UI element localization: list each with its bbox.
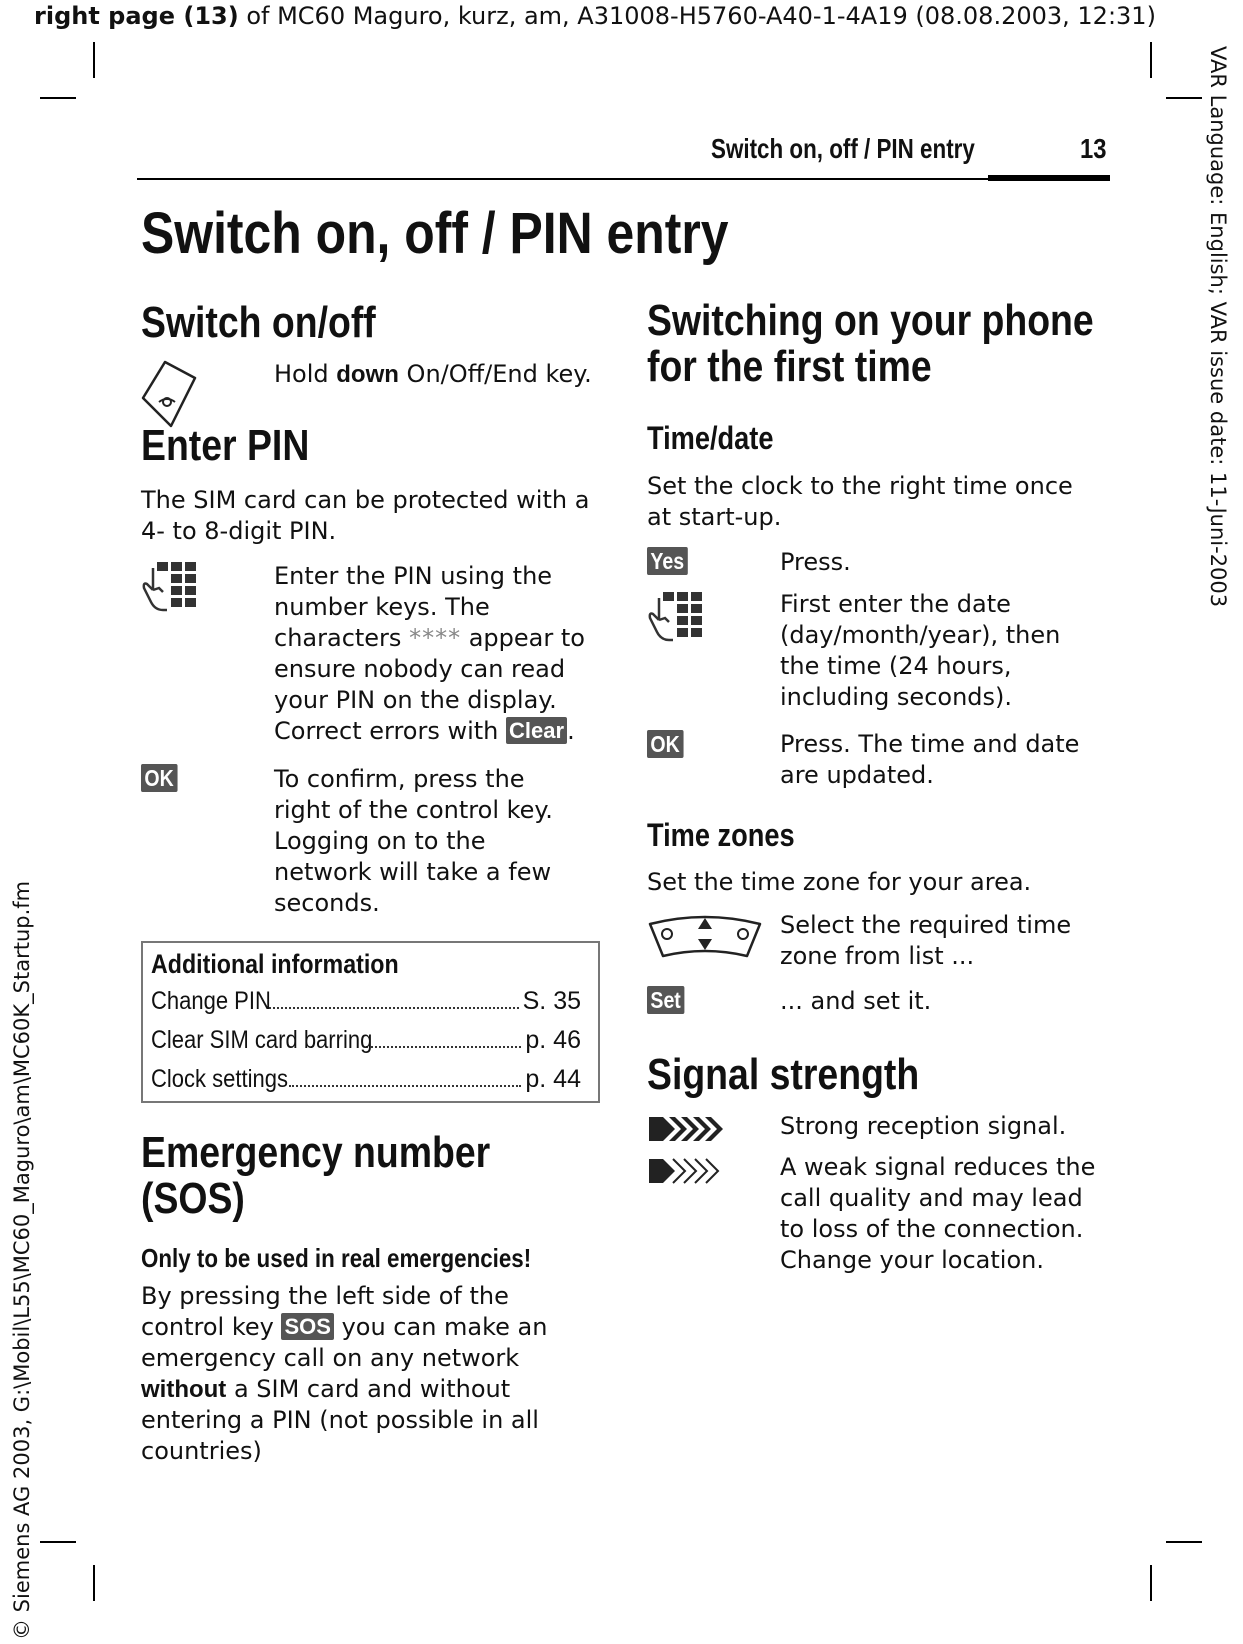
- first-time-heading-line: for the first time: [647, 342, 932, 391]
- keypad-icon: [141, 560, 197, 618]
- first-time-heading: [647, 298, 1094, 390]
- print-banner: [34, 2, 1156, 30]
- switch-heading: Switch on/off: [141, 298, 376, 347]
- sos-softkey[interactable]: SOS: [281, 1313, 333, 1340]
- set-softkey[interactable]: Set: [647, 986, 684, 1014]
- ok-line: Logging on to the: [274, 827, 486, 855]
- date-line: (day/month/year), then: [780, 621, 1061, 649]
- sos-line: [141, 1374, 547, 1405]
- signal-heading: Signal strength: [647, 1050, 920, 1099]
- weak-line: call quality and may lead: [780, 1184, 1083, 1212]
- sos-line-pre: control key: [141, 1313, 282, 1341]
- info-row-clock[interactable]: [151, 1065, 581, 1094]
- weak-line: Change your location.: [780, 1246, 1044, 1274]
- signal-strong-icon: [649, 1114, 725, 1144]
- info-row-label: Clear SIM card barring: [151, 1026, 373, 1054]
- time-zone-select-instruction: [780, 910, 1071, 972]
- time-date-intro-line: Set the clock to the right time once: [647, 472, 1073, 500]
- pin-intro: [141, 485, 589, 547]
- sos-line: emergency call on any network: [141, 1344, 520, 1372]
- tz-line: Select the required time: [780, 911, 1072, 939]
- weak-line: A weak signal reduces the: [780, 1153, 1096, 1181]
- clear-softkey[interactable]: Clear: [506, 717, 567, 744]
- ok-softkey[interactable]: OK: [647, 730, 683, 758]
- date-line: First enter the date: [780, 590, 1011, 618]
- page-title: Switch on, off / PIN entry: [141, 201, 729, 266]
- sos-paragraph: [141, 1281, 547, 1467]
- sos-heading-line: Emergency number: [141, 1128, 491, 1177]
- end-key-icon: [141, 358, 197, 430]
- crop-mark: [93, 42, 95, 78]
- crop-mark: [1166, 1541, 1202, 1543]
- yes-softkey[interactable]: Yes: [647, 547, 688, 575]
- header-rule: [137, 178, 1110, 180]
- stars-post: appear to: [461, 624, 585, 652]
- info-row-label: Clock settings: [151, 1065, 288, 1093]
- switch-text-pre: Hold: [274, 360, 337, 388]
- sos-line: countries): [141, 1437, 262, 1465]
- pin-mask-stars: ****: [409, 624, 462, 652]
- info-row-page: p. 44: [525, 1065, 581, 1093]
- time-zones-intro: Set the time zone for your area.: [647, 868, 1032, 896]
- crop-mark: [1150, 42, 1152, 78]
- banner-page-label: right page (13): [34, 2, 239, 30]
- crop-mark: [1166, 97, 1202, 99]
- pin-line: ensure nobody can read: [274, 655, 566, 683]
- pin-heading: Enter PIN: [141, 421, 310, 470]
- pin-keypad-instruction: [274, 561, 585, 747]
- ok-line: right of the control key.: [274, 796, 553, 824]
- info-row-clear-sim[interactable]: [151, 1026, 581, 1055]
- info-row-change-pin[interactable]: [151, 987, 581, 1016]
- time-zones-heading: Time zones: [647, 817, 795, 853]
- sos-line-post: you can make an: [333, 1313, 548, 1341]
- signal-weak-text: [780, 1152, 1095, 1276]
- time-date-intro: [647, 471, 1073, 533]
- pin-intro-line: The SIM card can be protected with a: [141, 486, 590, 514]
- first-time-heading-line: Switching on your phone: [647, 296, 1094, 345]
- running-header-title: Switch on, off / PIN entry: [711, 133, 975, 164]
- info-row-label: Change PIN: [151, 987, 271, 1015]
- date-keypad-instruction: [780, 589, 1060, 713]
- page-number: 13: [1080, 133, 1107, 164]
- signal-strong-text: Strong reception signal.: [780, 1112, 1067, 1140]
- pin-ok-instruction: [274, 764, 553, 919]
- crop-mark: [93, 1565, 95, 1601]
- header-rule-tab: [988, 175, 1110, 181]
- crop-mark: [40, 1541, 76, 1543]
- time-date-intro-line: at start-up.: [647, 503, 782, 531]
- correct-post: .: [567, 717, 575, 745]
- ok-line: To confirm, press the: [274, 765, 525, 793]
- pin-intro-line: 4- to 8-digit PIN.: [141, 517, 337, 545]
- tz-line: zone from list ...: [780, 942, 975, 970]
- banner-file-info: of MC60 Maguro, kurz, am, A31008-H5760-A40-1-4A19 (08.08.2003, 12:31): [238, 2, 1156, 30]
- correct-pre: Correct errors with: [274, 717, 507, 745]
- ok-softkey[interactable]: OK: [141, 764, 177, 792]
- ok-line: seconds.: [274, 889, 380, 917]
- date-ok-instruction: [780, 729, 1079, 791]
- info-row-page: p. 46: [525, 1026, 581, 1054]
- switch-text-post: On/Off/End key.: [398, 360, 592, 388]
- keypad-icon: [647, 590, 703, 648]
- stars-pre: characters: [274, 624, 410, 652]
- sos-heading-line: (SOS): [141, 1174, 245, 1223]
- sos-bold-word: without: [141, 1376, 227, 1403]
- pin-line-clear: [274, 716, 585, 747]
- control-key-icon: [647, 912, 763, 962]
- ok-line: network will take a few: [274, 858, 552, 886]
- signal-weak-icon: [649, 1156, 725, 1186]
- sos-line-post: a SIM card and without: [226, 1375, 511, 1403]
- additional-info-box: [141, 941, 600, 1103]
- side-language-note: VAR Language: English; VAR issue date: 11-Juni-2003: [1206, 46, 1230, 608]
- date-line: including seconds).: [780, 683, 1013, 711]
- sos-line: [141, 1312, 547, 1343]
- pin-line: number keys. The: [274, 593, 490, 621]
- date-ok-line: Press. The time and date: [780, 730, 1080, 758]
- sos-heading: [141, 1130, 490, 1222]
- pin-line: your PIN on the display.: [274, 686, 557, 714]
- side-copyright-note: © Siemens AG 2003, G:\Mobil\L55\MC60_Maguro\am\MC60K_Startup.fm: [10, 880, 34, 1640]
- crop-mark: [40, 97, 76, 99]
- time-date-heading: Time/date: [647, 420, 774, 456]
- switch-text-bold: down: [336, 361, 399, 388]
- weak-line: to loss of the connection.: [780, 1215, 1084, 1243]
- date-ok-line: are updated.: [780, 761, 934, 789]
- info-title: Additional information: [151, 949, 399, 979]
- set-instruction: ... and set it.: [780, 987, 932, 1015]
- pin-line: Enter the PIN using the: [274, 562, 553, 590]
- sos-line: By pressing the left side of the: [141, 1282, 509, 1310]
- crop-mark: [1150, 1565, 1152, 1601]
- sos-line: entering a PIN (not possible in all: [141, 1406, 539, 1434]
- switch-instruction: [274, 359, 592, 390]
- date-line: the time (24 hours,: [780, 652, 1012, 680]
- info-row-page: S. 35: [522, 987, 581, 1015]
- pin-line-stars: [274, 623, 585, 654]
- yes-instruction: Press.: [780, 548, 851, 576]
- sos-subheading: Only to be used in real emergencies!: [141, 1243, 532, 1273]
